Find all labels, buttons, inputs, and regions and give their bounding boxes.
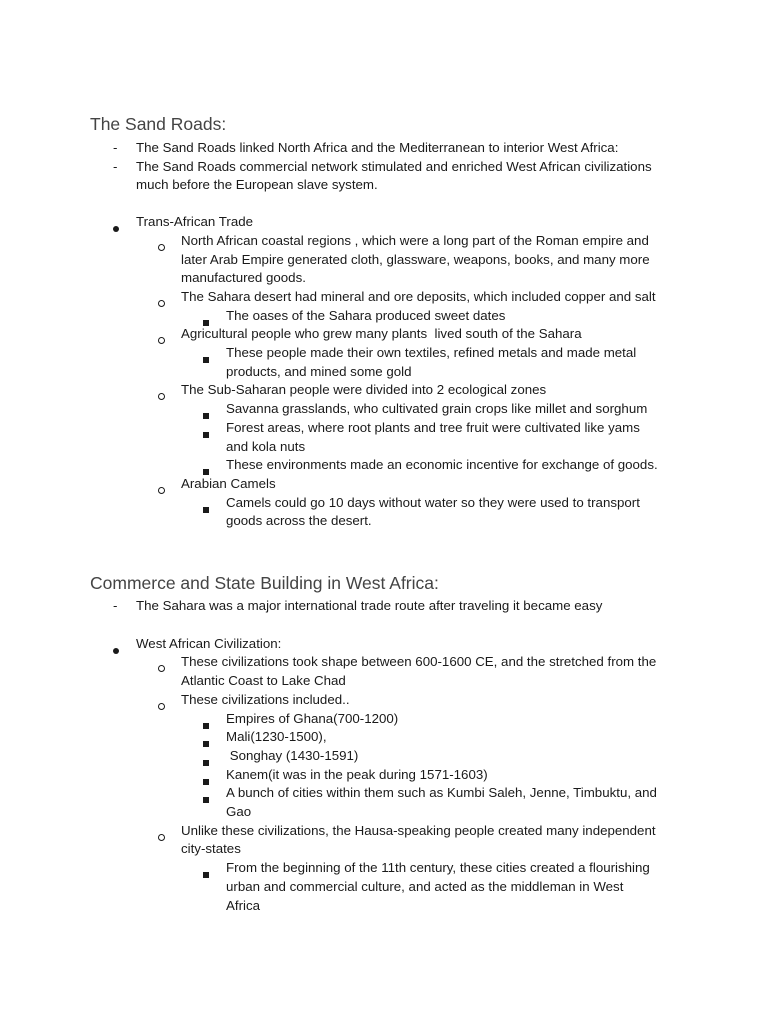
sub-list-item: [181, 653, 656, 690]
sub-list-item: [181, 288, 656, 307]
sub-list-item: [181, 232, 650, 288]
list-item-text: A bunch of cities within them such as Kumbi Saleh, Jenne, Timbuktu, and: [226, 785, 657, 801]
sub-bullet-marker: [158, 331, 165, 350]
nested-bullet-marker: [203, 772, 209, 791]
dash-list-item: [136, 158, 652, 195]
bullet-marker: [113, 219, 119, 238]
square-bullet-icon: [203, 507, 209, 513]
list-item-text: manufactured goods.: [181, 270, 306, 286]
list-item-text: The Sahara desert had mineral and ore deposits, which included copper and salt: [181, 288, 656, 304]
list-item-text: The oases of the Sahara produced sweet dates: [226, 307, 506, 323]
hollow-circle-bullet-icon: [158, 393, 165, 400]
nested-list-item: [226, 784, 657, 821]
list-item-text: From the beginning of the 11th century, these cities created a flourishing: [226, 860, 650, 876]
nested-list-item: [226, 747, 358, 766]
nested-list-item: [226, 728, 327, 747]
list-item-text: Camels could go 10 days without water so they were used to transport: [226, 494, 640, 510]
list-item-text: later Arab Empire generated cloth, glassware, weapons, books, and many more: [181, 251, 650, 267]
list-item-text: Africa: [226, 897, 260, 913]
sub-list-item: [181, 475, 276, 494]
nested-bullet-marker: [203, 865, 209, 884]
bullet-marker: [113, 641, 119, 660]
sub-list-item: [181, 691, 350, 710]
hollow-circle-bullet-icon: [158, 244, 165, 251]
square-bullet-icon: [203, 432, 209, 438]
list-item-text: Forest areas, where root plants and tree fruit were cultivated like yams: [226, 419, 640, 435]
nested-list-item: [226, 344, 636, 381]
dash-list-item: [136, 597, 602, 616]
list-item-text: North African coastal regions , which were a long part of the Roman empire and: [181, 232, 649, 248]
list-item-text: Savanna grasslands, who cultivated grain crops like millet and sorghum: [226, 401, 648, 417]
sub-list-item: [181, 325, 582, 344]
nested-list-item: [226, 494, 640, 531]
list-item-text: Songhay (1430-1591): [226, 747, 359, 763]
nested-bullet-marker: [203, 406, 209, 425]
dash-list-item: [136, 139, 618, 158]
list-item-text: Kanem(it was in the peak during 1571-1603): [226, 766, 488, 782]
bullet-list-item: West African Civilization:: [136, 635, 282, 651]
list-item-text: The Sand Roads commercial network stimulated and enriched West African civilizations: [136, 158, 652, 174]
nested-list-item: [226, 400, 647, 419]
square-bullet-icon: [203, 413, 209, 419]
square-bullet-icon: [203, 779, 209, 785]
section-heading: Commerce and State Building in West Africa:: [90, 573, 439, 593]
nested-list-item: [226, 456, 658, 475]
square-bullet-icon: [203, 872, 209, 878]
sub-list-item: [181, 822, 656, 859]
nested-list-item: [226, 419, 640, 456]
nested-bullet-marker: [203, 425, 209, 444]
sub-list-item: [181, 381, 546, 400]
sub-bullet-marker: [158, 697, 165, 716]
square-bullet-icon: [203, 741, 209, 747]
hollow-circle-bullet-icon: [158, 300, 165, 307]
list-item-text: The Sub-Saharan people were divided into 2 ecological zones: [181, 382, 547, 398]
list-item-text: These civilizations included..: [181, 691, 350, 707]
list-item-text: urban and commercial culture, and acted as the middleman in West: [226, 878, 624, 894]
list-item-text: Mali(1230-1500),: [226, 729, 327, 745]
list-item-text: Unlike these civilizations, the Hausa-speaking people created many independent: [181, 822, 656, 838]
nested-bullet-marker: [203, 734, 209, 753]
list-item-text: much before the European slave system.: [136, 177, 378, 193]
hollow-circle-bullet-icon: [158, 834, 165, 841]
nested-bullet-marker: [203, 716, 209, 735]
list-item-text: products, and mined some gold: [226, 363, 412, 379]
list-item-text: The Sahara was a major international trade route after traveling it became easy: [136, 598, 603, 613]
sub-bullet-marker: [158, 294, 165, 313]
list-item-text: Gao: [226, 804, 252, 819]
nested-list-item: [226, 859, 650, 915]
bullet-list-item: Trans-African Trade: [136, 214, 254, 230]
list-item-text: goods across the desert.: [226, 513, 372, 529]
dash-marker-icon: -: [113, 158, 118, 174]
nested-bullet-marker: [203, 753, 209, 772]
hollow-circle-bullet-icon: [158, 337, 165, 344]
square-bullet-icon: [203, 760, 209, 766]
square-bullet-icon: [203, 797, 209, 803]
list-item-text: Agricultural people who grew many plants lived south of the Sahara: [181, 326, 582, 342]
list-item-text: Atlantic Coast to Lake Chad: [181, 673, 346, 689]
list-item-text: The Sand Roads linked North Africa and the Mediterranean to interior West Africa:: [136, 140, 619, 155]
list-item-text: These civilizations took shape between 600-1600 CE, and the stretched from the: [181, 654, 657, 670]
list-item-text: These people made their own textiles, refined metals and made metal: [226, 345, 637, 360]
list-item-text: These environments made an economic incentive for exchange of goods.: [226, 457, 658, 473]
bullet-dot-icon: [113, 226, 119, 232]
list-item-text: city-states: [181, 841, 241, 857]
section-heading: The Sand Roads:: [90, 114, 227, 134]
nested-list-item: [226, 710, 398, 729]
nested-list-item: [226, 766, 488, 785]
sub-bullet-marker: [158, 828, 165, 847]
dash-marker-icon: -: [113, 598, 118, 613]
hollow-circle-bullet-icon: [158, 703, 165, 710]
list-item-text: and kola nuts: [226, 438, 306, 454]
list-item-text: Empires of Ghana(700-1200): [226, 710, 399, 726]
bullet-dot-icon: [113, 648, 119, 654]
sub-bullet-marker: [158, 481, 165, 500]
nested-list-item: [226, 307, 505, 326]
sub-bullet-marker: [158, 238, 165, 257]
nested-bullet-marker: [203, 500, 209, 519]
sub-bullet-marker: [158, 659, 165, 678]
hollow-circle-bullet-icon: [158, 487, 165, 494]
list-item-text: Arabian Camels: [181, 475, 276, 491]
square-bullet-icon: [203, 357, 209, 363]
nested-bullet-marker: [203, 790, 209, 809]
square-bullet-icon: [203, 723, 209, 729]
sub-bullet-marker: [158, 387, 165, 406]
nested-bullet-marker: [203, 350, 209, 369]
dash-marker-icon: -: [113, 140, 118, 155]
hollow-circle-bullet-icon: [158, 665, 165, 672]
